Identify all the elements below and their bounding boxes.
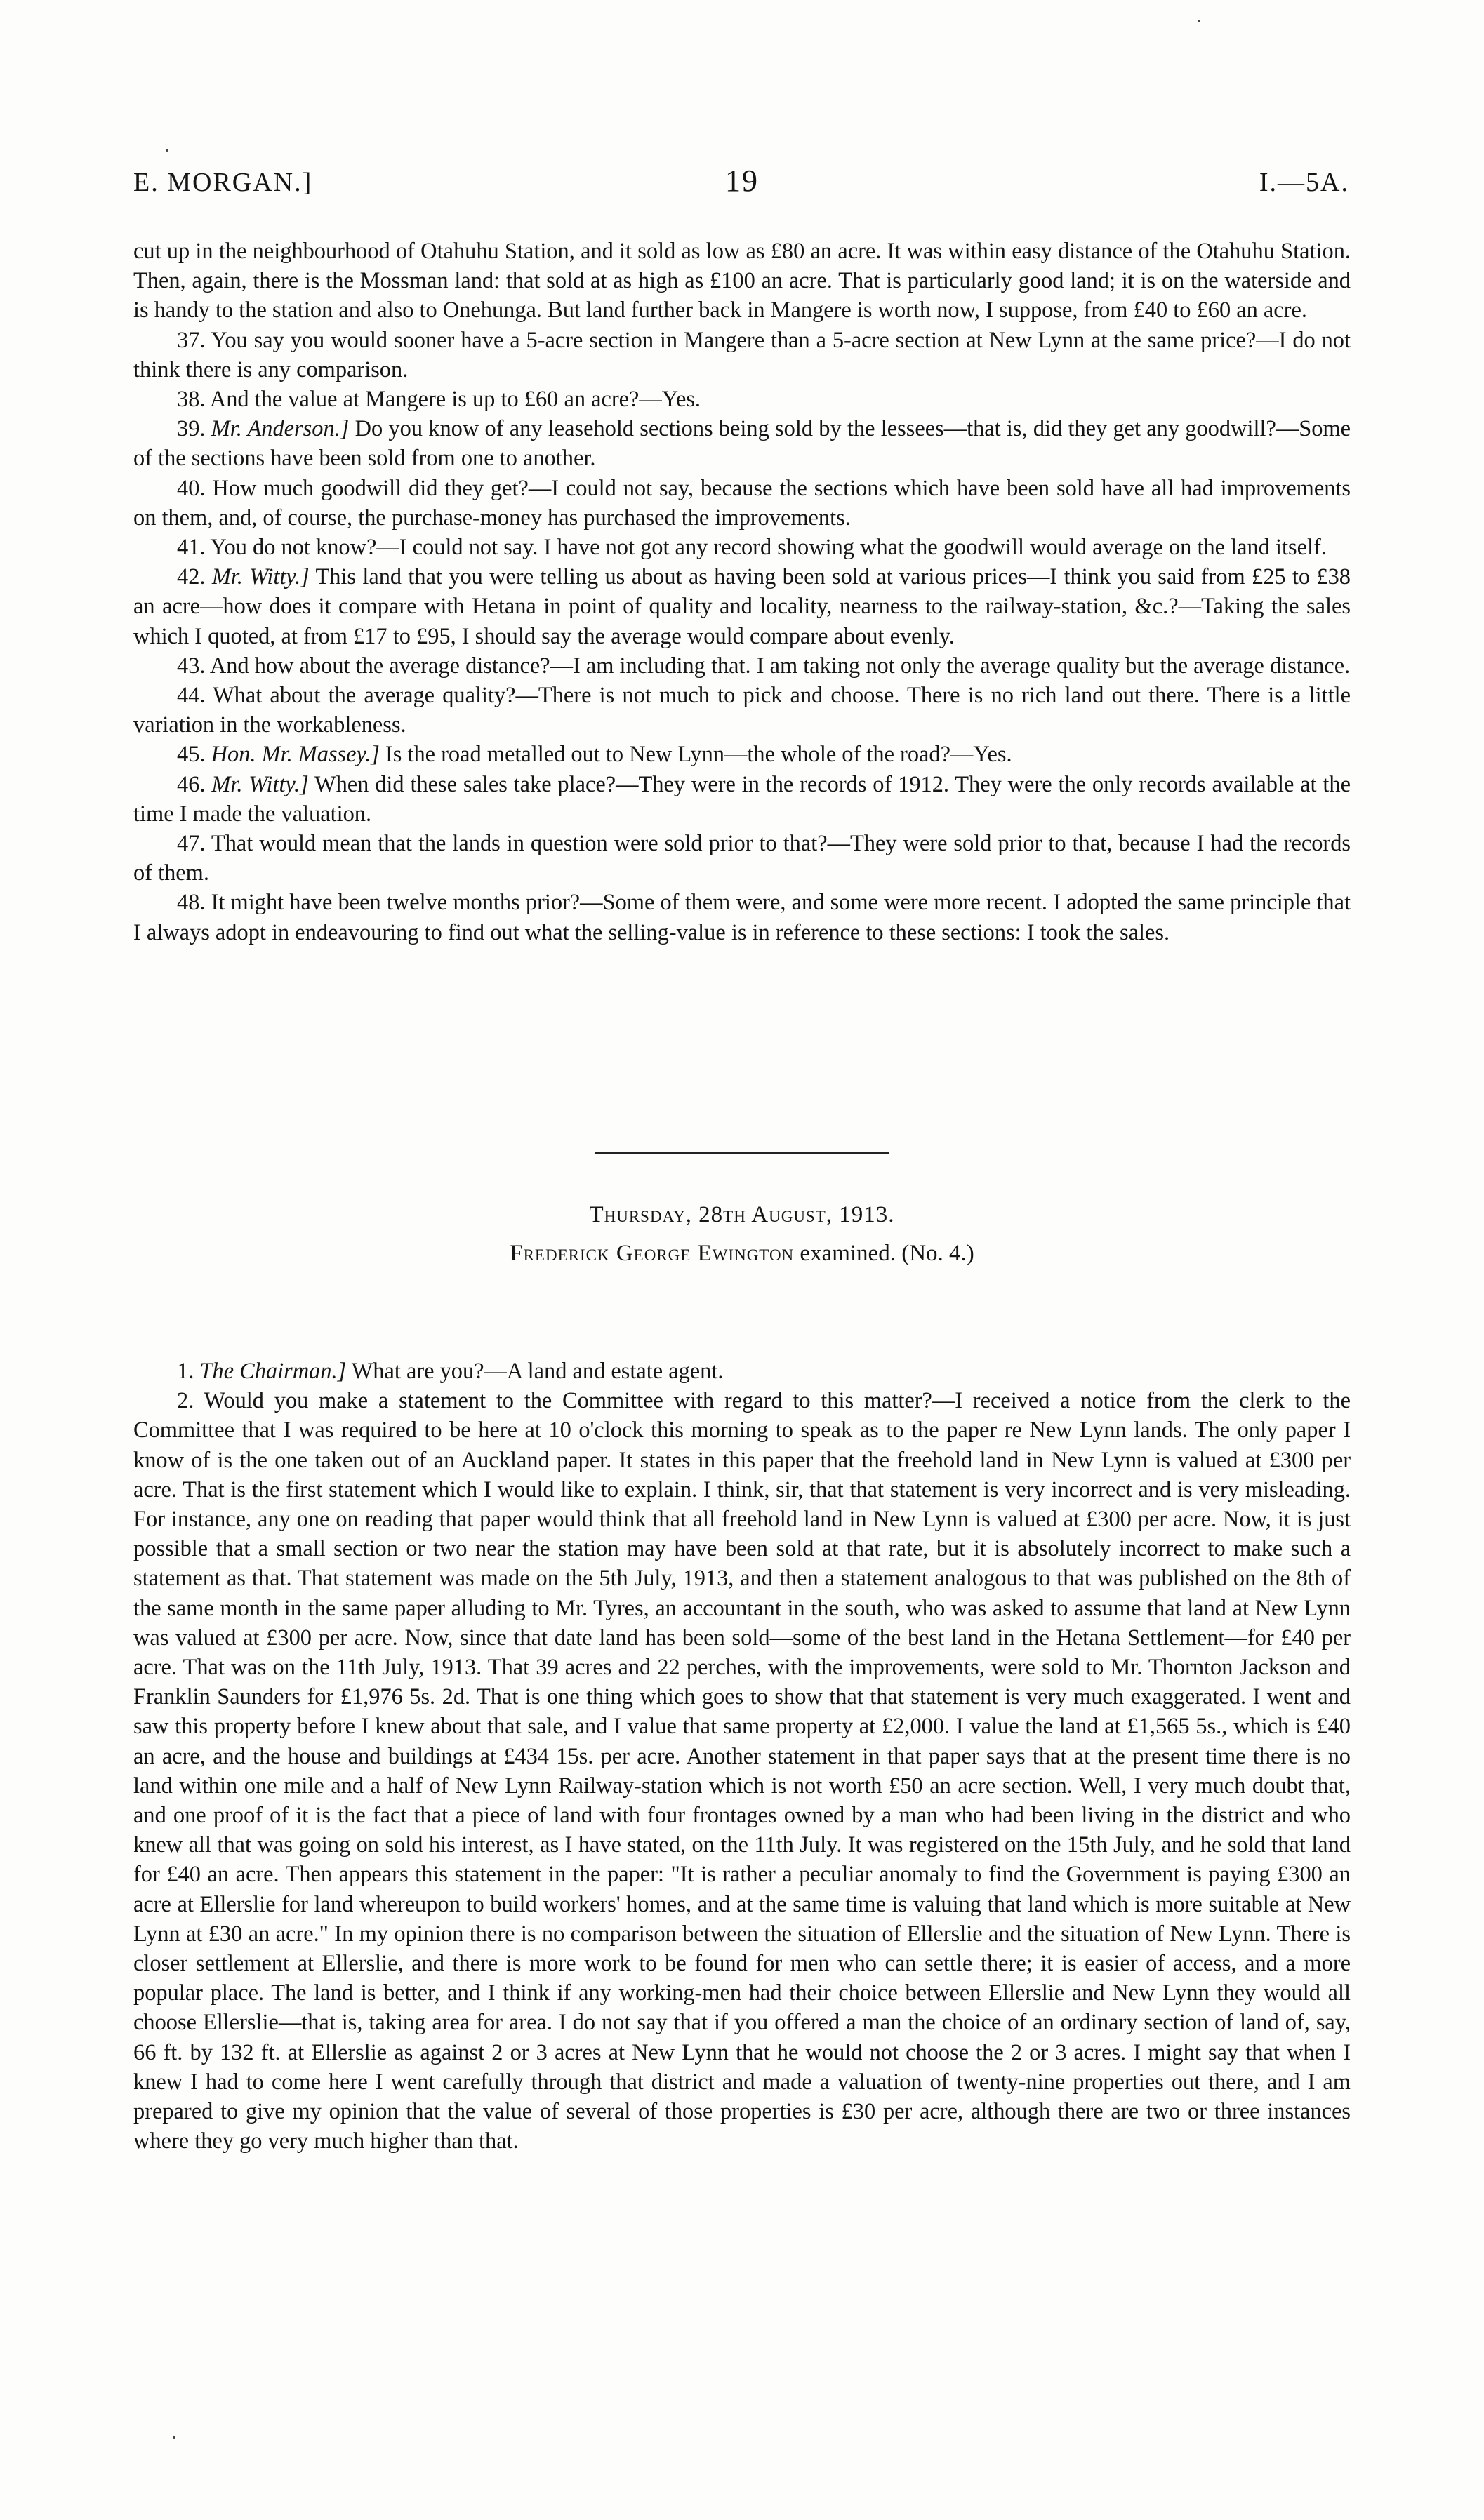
- date-heading: Thursday, 28th August, 1913.: [589, 1202, 895, 1227]
- question-paragraph: [133, 562, 1351, 651]
- question-text: This land that you were telling us about as having been sold at various prices—I think you said from £25 to £38 an acre—how does it compare with Hetana in point of quality and locality, nearness to the railway-station, &c.?—Taking the sales which I quoted, at from £17 to £95, I should say the average would compare about evenly.: [133, 564, 1351, 649]
- question-paragraph: [133, 829, 1351, 888]
- speaker-name: The Chairman.]: [199, 1359, 347, 1384]
- question-number: 1.: [177, 1359, 194, 1384]
- question-text: Do you know of any leasehold sections being sold by the lessees—that is, did they get any goodwill?—Some of the sections have been sold from one to another.: [133, 416, 1351, 472]
- question-text: That would mean that the lands in question were sold prior to that?—They were sold prior to that, because I had the records of them.: [133, 831, 1351, 886]
- question-text: What about the average quality?—There is not much to pick and choose. There is no rich land out there. There is a little variation in the workableness.: [133, 683, 1351, 738]
- question-number: 46.: [177, 771, 206, 797]
- question-number: 45.: [177, 742, 206, 768]
- question-paragraph: [133, 326, 1351, 385]
- question-text: You do not know?—I could not say. I have not got any record showing what the goodwill would average on the land itself.: [210, 535, 1327, 561]
- question-paragraph: [133, 651, 1351, 681]
- question-number: 44.: [177, 683, 206, 709]
- question-number: 40.: [177, 475, 206, 501]
- question-paragraph: [133, 681, 1351, 740]
- question-number: 47.: [177, 831, 206, 857]
- witness-name: Frederick George Ewington: [510, 1241, 795, 1266]
- question-text: Would you make a statement to the Committee with regard to this matter?—I received a notice from the clerk to the Committee that I was required to be here at 10 o'clock this morning to speak as to the paper re New Lynn lands. The only paper I know of is the one taken out of an Auckland paper. It states in this paper that the freehold land in New Lynn is valued at £300 per acre. That is the first statement which I would like to explain. I think, sir, that that statement is very incorrect and is very misleading. For instance, any one on reading that paper would think that all freehold land in New Lynn is valued at £300 per acre. Now, it is just possible that a small section or two near the station may have been sold at that rate, but it is absolutely incorrect to make such a statement as that. That statement was made on the 5th July, 1913, and then a statement analogous to that was published on the 8th of the same month in the same paper alluding to Mr. Tyres, an accountant in the south, who was asked to assume that land at New Lynn was valued at £300 per acre. Now, since that date land has been sold—some of the best land in the Hetana Settlement—for £40 per acre. That was on the 11th July, 1913. That 39 acres and 22 perches, with the improvements, were sold to Mr. Thornton Jackson and Franklin Saunders for £1,976 5s. 2d. That is one thing which goes to show that that statement is very much exaggerated. I went and saw this property before I knew about that sale, and I value that same property at £2,000. I value the land at £1,565 5s., which is £40 an acre, and the house and buildings at £434 15s. per acre. Another statement in that paper says that at the present time there is no land within one mile and a half of New Lynn Railway-station which is not worth £50 an acre section. Well, I very much doubt that, and one proof of it is the fact that a piece of land with four frontages owned by a man who had been living in the district and who knew all that was going on sold his interest, as I have stated, on the 11th July. It was registered on the 15th July, and he sold that land for £40 an acre. Then appears this statement in the paper: "It is rather a peculiar anomaly to find the Government is paying £300 an acre at Ellerslie for land whereupon to build workers' homes, and at the same time is valuing that land which is more suitable at New Lynn at £30 an acre." In my opinion there is no comparison between the situation of Ellerslie and the situation of New Lynn. There is closer settlement at Ellerslie, and there is more work to be found for men who can settle there; it is easier of access, and a more popular place. The land is better, and I think if any working-men had their choice between Ellerslie and New Lynn they would all choose Ellerslie—that is, taking area for area. I do not say that if you offered a man the choice of an ordinary section of land of, say, 66 ft. by 132 ft. at Ellerslie as against 2 or 3 acres at New Lynn that he would not choose the 2 or 3 acres. I might say that when I knew I had to come here I went carefully through that district and made a valuation of twenty-nine properties out there, and I am prepared to give my opinion that the value of several of those properties is £30 per acre, although there are two or three instances where they go very much higher than that.: [133, 1388, 1351, 2154]
- section-divider: [595, 1152, 889, 1154]
- question-text: Is the road metalled out to New Lynn—the whole of the road?—Yes.: [385, 742, 1012, 768]
- speaker-name: Mr. Witty.]: [211, 771, 309, 797]
- question-paragraph: [133, 533, 1351, 562]
- scan-speck: [173, 2436, 175, 2439]
- speaker-name: Mr. Anderson.]: [211, 416, 350, 442]
- document-reference: I.—5A.: [1259, 168, 1349, 197]
- question-number: 41.: [177, 535, 206, 561]
- question-paragraph: [133, 385, 1351, 414]
- continuation-paragraph: cut up in the neighbourhood of Otahuhu Station, and it sold as low as £80 an acre. It was within easy distance of the Otahuhu Station. Then, again, there is the Mossman land: that sold at as high as £100 an acre. That is particularly good land; it is on the waterside and is handy to the station and also to Onehunga. But land further back in Mangere is worth now, I suppose, from £40 to £60 an acre.: [133, 239, 1351, 324]
- question-text: When did these sales take place?—They were in the records of 1912. They were the only records available at the time I made the valuation.: [133, 771, 1351, 827]
- question-number: 2.: [177, 1388, 194, 1414]
- scan-speck: [1198, 20, 1200, 22]
- question-paragraph: [133, 888, 1351, 947]
- witness-status: examined.: [800, 1241, 896, 1266]
- witness-number: (No. 4.): [901, 1241, 974, 1266]
- question-paragraph: [133, 474, 1351, 533]
- question-text: You say you would sooner have a 5-acre section in Mangere than a 5-acre section at New Lynn at the same price?—I do not think there is any comparison.: [133, 327, 1351, 382]
- question-number: 39.: [177, 416, 206, 442]
- question-paragraph: [133, 1386, 1351, 2156]
- question-number: 42.: [177, 564, 206, 590]
- question-paragraph: [133, 740, 1351, 769]
- running-header-witness: E. MORGAN.]: [133, 168, 313, 197]
- question-text: It might have been twelve months prior?—Some of them were, and some were more recent. I adopted the same principle that I always adopt in endeavouring to find out what the selling-value is in reference to these sections: I took the sales.: [133, 890, 1351, 945]
- question-paragraph: [133, 770, 1351, 829]
- question-number: 38.: [177, 387, 206, 413]
- question-text: And how about the average distance?—I am including that. I am taking not only the average quality but the average distance.: [209, 653, 1351, 679]
- scan-speck: [166, 149, 168, 152]
- question-number: 37.: [177, 327, 206, 353]
- question-paragraph: [133, 1356, 1351, 1386]
- question-text: How much goodwill did they get?—I could not say, because the sections which have been sold have all had improvements on them, and, of course, the purchase-money has purchased the improvements.: [133, 475, 1351, 531]
- question-paragraph: [133, 414, 1351, 473]
- question-number: 48.: [177, 890, 206, 916]
- question-text: And the value at Mangere is up to £60 an acre?—Yes.: [209, 387, 701, 413]
- page-number: 19: [725, 164, 759, 198]
- testimony-ewington: [133, 1356, 1351, 2156]
- speaker-name: Hon. Mr. Massey.]: [211, 742, 380, 768]
- testimony-continued: [133, 236, 1351, 947]
- witness-heading: [0, 1241, 1484, 1267]
- question-number: 43.: [177, 653, 206, 679]
- question-text: What are you?—A land and estate agent.: [351, 1359, 724, 1384]
- speaker-name: Mr. Witty.]: [211, 564, 310, 590]
